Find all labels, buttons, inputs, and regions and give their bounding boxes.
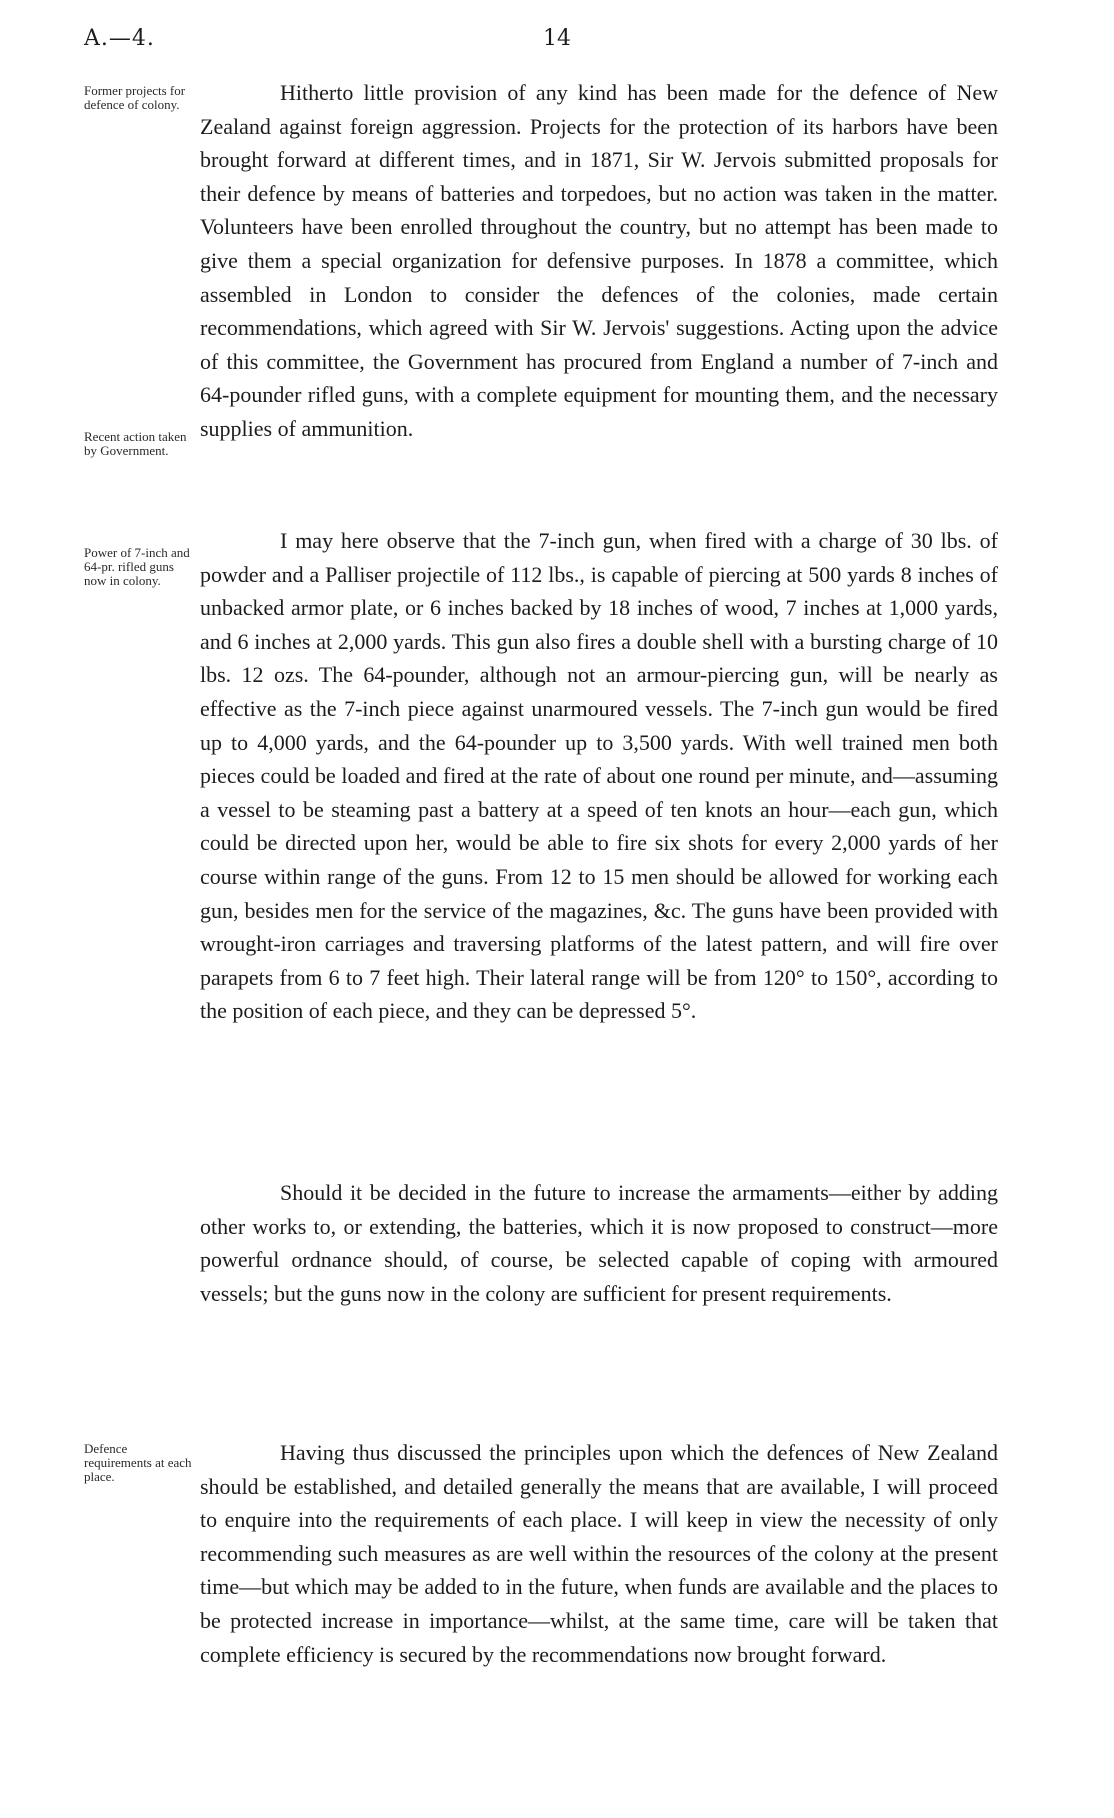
margin-note-former-projects: Former projects for defence of colony. <box>84 83 186 112</box>
paragraph-future-armaments: Should it be decided in the future to increase the armaments—either by adding other works to, or extending, the batteries, which it is now proposed to construct—more powerful ordnance should, of course, be selected capable of coping with armoured vessels; but the guns now in the colony are sufficient for present requirements. <box>200 1180 998 1306</box>
paragraph-defence-requirements: Having thus discussed the principles upon which the defences of New Zealand should be established, and detailed generally the means that are available, I will proceed to enquire into the requirements of each place. I will keep in view the necessity of only recommending such measures as are well within the resources of the colony at the present time—but which may be added to in the future, when funds are available and the places to be protected increase in importance—whilst, at the same time, care will be taken that complete efficiency is secured by the recommendations now brought forward. <box>200 1440 998 1667</box>
margin-note-recent-action: Recent action taken by Government. <box>84 429 187 458</box>
section-label: A.—4. <box>84 26 155 51</box>
paragraph-former-projects: Hitherto little provision of any kind has been made for the defence of New Zealand against foreign aggression. Projects for the protection of its harbors have been brought forward at different times, and in 1871, Sir W. Jervois submitted proposals for their defence by means of batteries and torpedoes, but no action was taken in the matter. Volunteers have been enrolled throughout the country, but no attempt has been made to give them a special organization for defensive purposes. In 1878 a committee, which assembled in London to consider the defences of the colonies, made certain recommendations, which agreed with Sir W. Jervois' suggestions. Acting upon the advice of this committee, the Government has procured from England a number of 7-inch and 64-pounder rifled guns, with a complete equipment for mounting them, and the necessary supplies of ammunition. <box>200 80 998 441</box>
page-number: 14 <box>543 26 571 51</box>
margin-note-power-of-guns: Power of 7-inch and 64-pr. rifled guns now in colony. <box>84 545 190 588</box>
paragraph-gun-power: I may here observe that the 7-inch gun, when fired with a charge of 30 lbs. of powder and a Palliser projectile of 112 lbs., is capable of piercing at 500 yards 8 inches of unbacked armor plate, or 6 inches backed by 18 inches of wood, 7 inches at 1,000 yards, and 6 inches at 2,000 yards. This gun also fires a double shell with a bursting charge of 10 lbs. 12 ozs. The 64-pounder, although not an armour-piercing gun, will be nearly as effective as the 7-inch piece against unarmoured vessels. The 7-inch gun would be fired up to 4,000 yards, and the 64-pounder up to 3,500 yards. With well trained men both pieces could be loaded and fired at the rate of about one round per minute, and—assuming a vessel to be steaming past a battery at a speed of ten knots an hour—each gun, which could be directed upon her, would be able to fire six shots for every 2,000 yards of her course within range of the guns. From 12 to 15 men should be allowed for working each gun, besides men for the service of the magazines, &c. The guns have been provided with wrought-iron carriages and traversing platforms of the latest pattern, and will fire over parapets from 6 to 7 feet high. Their lateral range will be from 120° to 150°, according to the position of each piece, and they can be depressed 5°. <box>200 528 998 1024</box>
margin-note-defence-requirements: Defence requirements at each place. <box>84 1441 192 1484</box>
